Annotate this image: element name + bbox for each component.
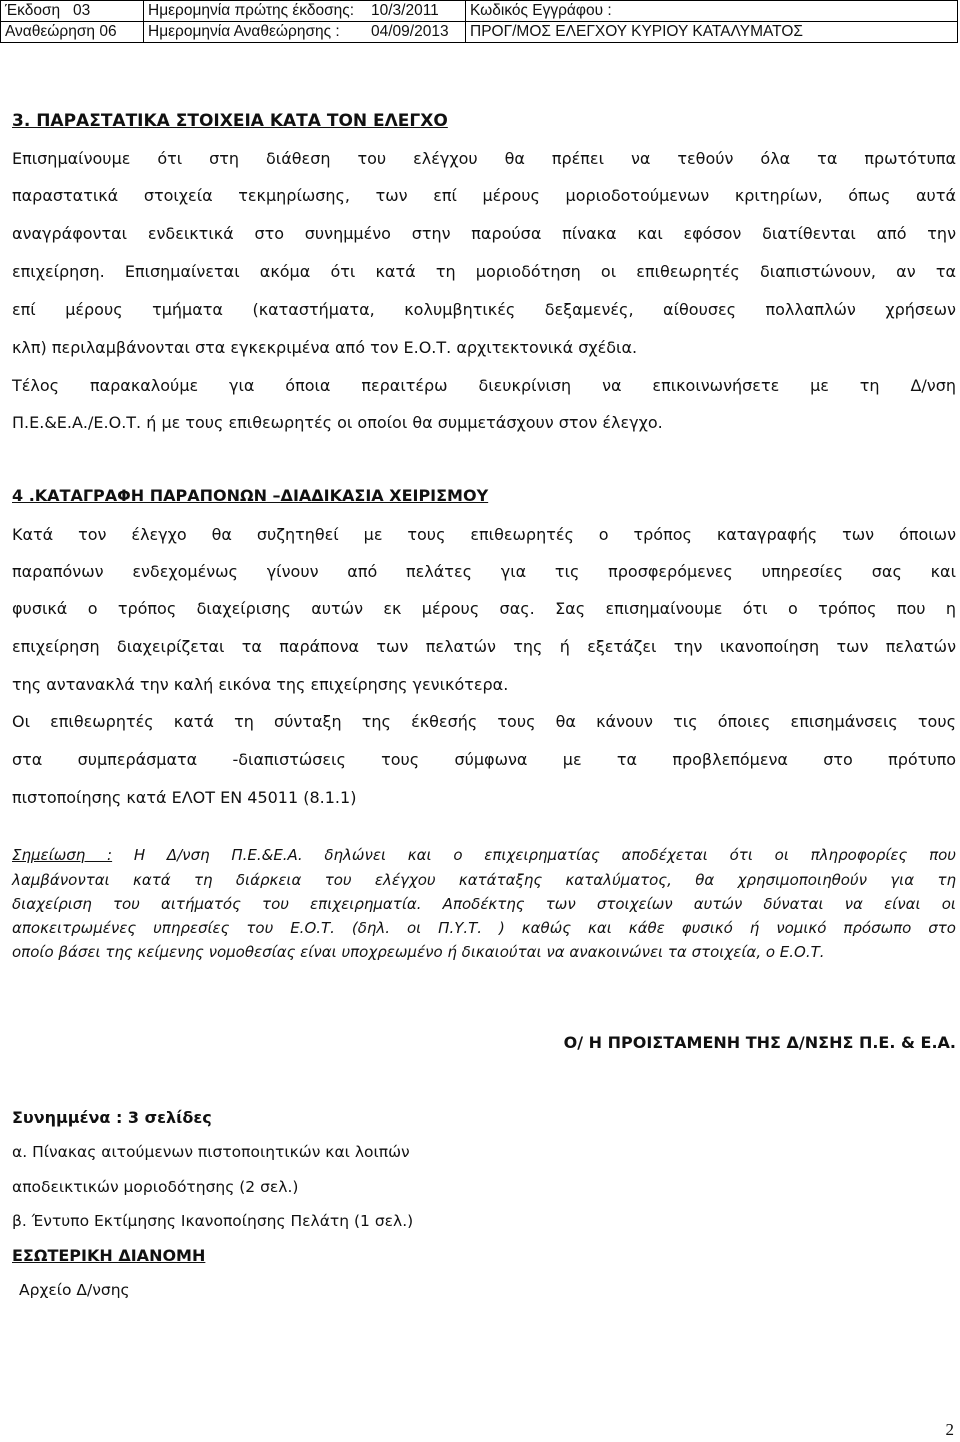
section4-line: πιστοποίησης κατά ΕΛΟΤ ΕΝ 45011 (8.1.1) <box>12 788 357 807</box>
header-row-1 <box>1 1 958 22</box>
first-issue-label: Ημερομηνία πρώτης έκδοσης: <box>144 1 368 22</box>
doc-code-label: Κωδικός Εγγράφου : <box>466 1 958 22</box>
section3-line: κλπ) περιλαμβάνονται στα εγκεκριμένα από τον Ε.Ο.Τ. αρχιτεκτονικά σχέδια. <box>12 338 638 357</box>
revision-label: Αναθεώρηση 06 <box>1 22 144 43</box>
section3-line: Τέλος παρακαλούμε για όποια περαιτέρω διευκρίνιση να επικοινωνήσετε με τη Δ/νση <box>12 376 956 395</box>
section3-line: επιχείρηση. Επισημαίνεται ακόμα ότι κατά τη μοριοδότηση οι επιθεωρητές διαπιστώνουν, αν τα <box>12 262 956 281</box>
section3-line: Π.Ε.&Ε.Α./Ε.Ο.Τ. ή με τους επιθεωρητές οι οποίοι θα συμμετάσχουν στον έλεγχο. <box>12 413 663 432</box>
section3-line: επί μέρους τμήματα (καταστήματα, κολυμβητικές δεξαμενές, αίθουσες πολλαπλών χρήσεων <box>12 300 956 319</box>
document-header-table <box>0 0 958 43</box>
note-line: λαμβάνονται κατά τη διάρκεια του ελέγχου κατάταξης καταλύματος, θα χρησιμοποιηθούν για τη <box>12 871 956 889</box>
section4-title: 4 .ΚΑΤΑΓΡΑΦΗ ΠΑΡΑΠΟΝΩΝ –ΔΙΑΔΙΚΑΣΙΑ ΧΕΙΡΙΣΜΟΥ <box>12 486 489 505</box>
internal-distribution-item: Αρχείο Δ/νσης <box>19 1281 130 1299</box>
note-line: οποίο βάσει της κείμενης νομοθεσίας είναι υποχρεωμένο ή δικαιούται να ανακοινώνει τα στοιχεία, ο Ε.Ο.Τ. <box>12 943 825 961</box>
note-line-1-text: Η Δ/νση Π.Ε.&Ε.Α. δηλώνει και ο επιχειρηματίας αποδέχεται ότι οι πληροφορίες που <box>133 846 956 864</box>
edition-value: 03 <box>69 1 144 22</box>
attachment-item: α. Πίνακας αιτούμενων πιστοποιητικών και λοιπών <box>12 1143 410 1161</box>
page-number: 2 <box>945 1420 954 1439</box>
section4-line: επιχείρηση διαχειρίζεται τα παράπονα των πελατών της ή εξετάζει την ικανοποίηση των πελατών <box>12 637 956 656</box>
section4-line: παραπόνων ενδεχομένως γίνουν από πελάτες για τις προσφερόμενες υπηρεσίες σας και <box>12 562 956 581</box>
revision-date-label: Ημερομηνία Αναθεώρησης : <box>144 22 368 43</box>
section3-line: Επισημαίνουμε ότι στη διάθεση του ελέγχου θα πρέπει να τεθούν όλα τα πρωτότυπα <box>12 149 956 168</box>
section4-line: στα συμπεράσματα -διαπιστώσεις τους σύμφωνα με τα προβλεπόμενα στο πρότυπο <box>12 750 956 769</box>
edition-label: Έκδοση <box>1 1 70 22</box>
section4-line: φυσικά ο τρόπος διαχείρισης αυτών εκ μέρους σας. Σας επισημαίνουμε ότι ο τρόπος που η <box>12 599 956 618</box>
section3-line: αναγράφονται ενδεικτικά στο συνημμένο στην παρούσα πίνακα και εφόσον διατίθενται από την <box>12 224 956 243</box>
section3-line: παραστατικά στοιχεία τεκμηρίωσης, των επί μέρους μοριοδοτούμενων κριτηρίων, όπως αυτά <box>12 186 956 205</box>
note-label: Σημείωση : <box>12 846 113 864</box>
revision-date-value: 04/09/2013 <box>367 22 466 43</box>
first-issue-value: 10/3/2011 <box>367 1 466 22</box>
attachment-item: αποδεικτικών μοριοδότησης (2 σελ.) <box>12 1178 299 1196</box>
header-row-2 <box>1 22 958 43</box>
note-line: διαχείριση του αιτήματός του επιχειρηματία. Αποδέκτης των στοιχείων αυτών δύναται να είναι οι <box>12 895 956 913</box>
note-line-1 <box>12 846 956 864</box>
attachment-item: β. Έντυπο Εκτίμησης Ικανοποίησης Πελάτη (1 σελ.) <box>12 1212 414 1230</box>
section4-line: Οι επιθεωρητές κατά τη σύνταξη της έκθεσής τους θα κάνουν τις όποιες επισημάνσεις τους <box>12 712 956 731</box>
note-line: αποκειτρωμένες υπηρεσίες του Ε.Ο.Τ. (δηλ. οι Π.Υ.Τ. ) καθώς και κάθε φυσικό ή νομικό πρόσωπο στο <box>12 919 956 937</box>
program-title: ΠΡΟΓ/ΜΟΣ ΕΛΕΓΧΟΥ ΚΥΡΙΟΥ ΚΑΤΑΛΥΜΑΤΟΣ <box>466 22 958 43</box>
section4-line: Κατά τον έλεγχο θα συζητηθεί με τους επιθεωρητές ο τρόπος καταγραφής των όποιων <box>12 525 956 544</box>
signature-title: Ο/ Η ΠΡΟΙΣΤΑΜΕΝΗ ΤΗΣ Δ/ΝΣΗΣ Π.Ε. & Ε.Α. <box>563 1033 956 1052</box>
attachments-title: Συνημμένα : 3 σελίδες <box>12 1108 212 1127</box>
internal-distribution-title: ΕΣΩΤΕΡΙΚΗ ΔΙΑΝΟΜΗ <box>12 1246 206 1265</box>
section4-line: της αντανακλά την καλή εικόνα της επιχείρησης γενικότερα. <box>12 675 509 694</box>
section3-title: 3. ΠΑΡΑΣΤΑΤΙΚΑ ΣΤΟΙΧΕΙΑ ΚΑΤΑ ΤΟΝ ΕΛΕΓΧΟ <box>12 111 448 131</box>
